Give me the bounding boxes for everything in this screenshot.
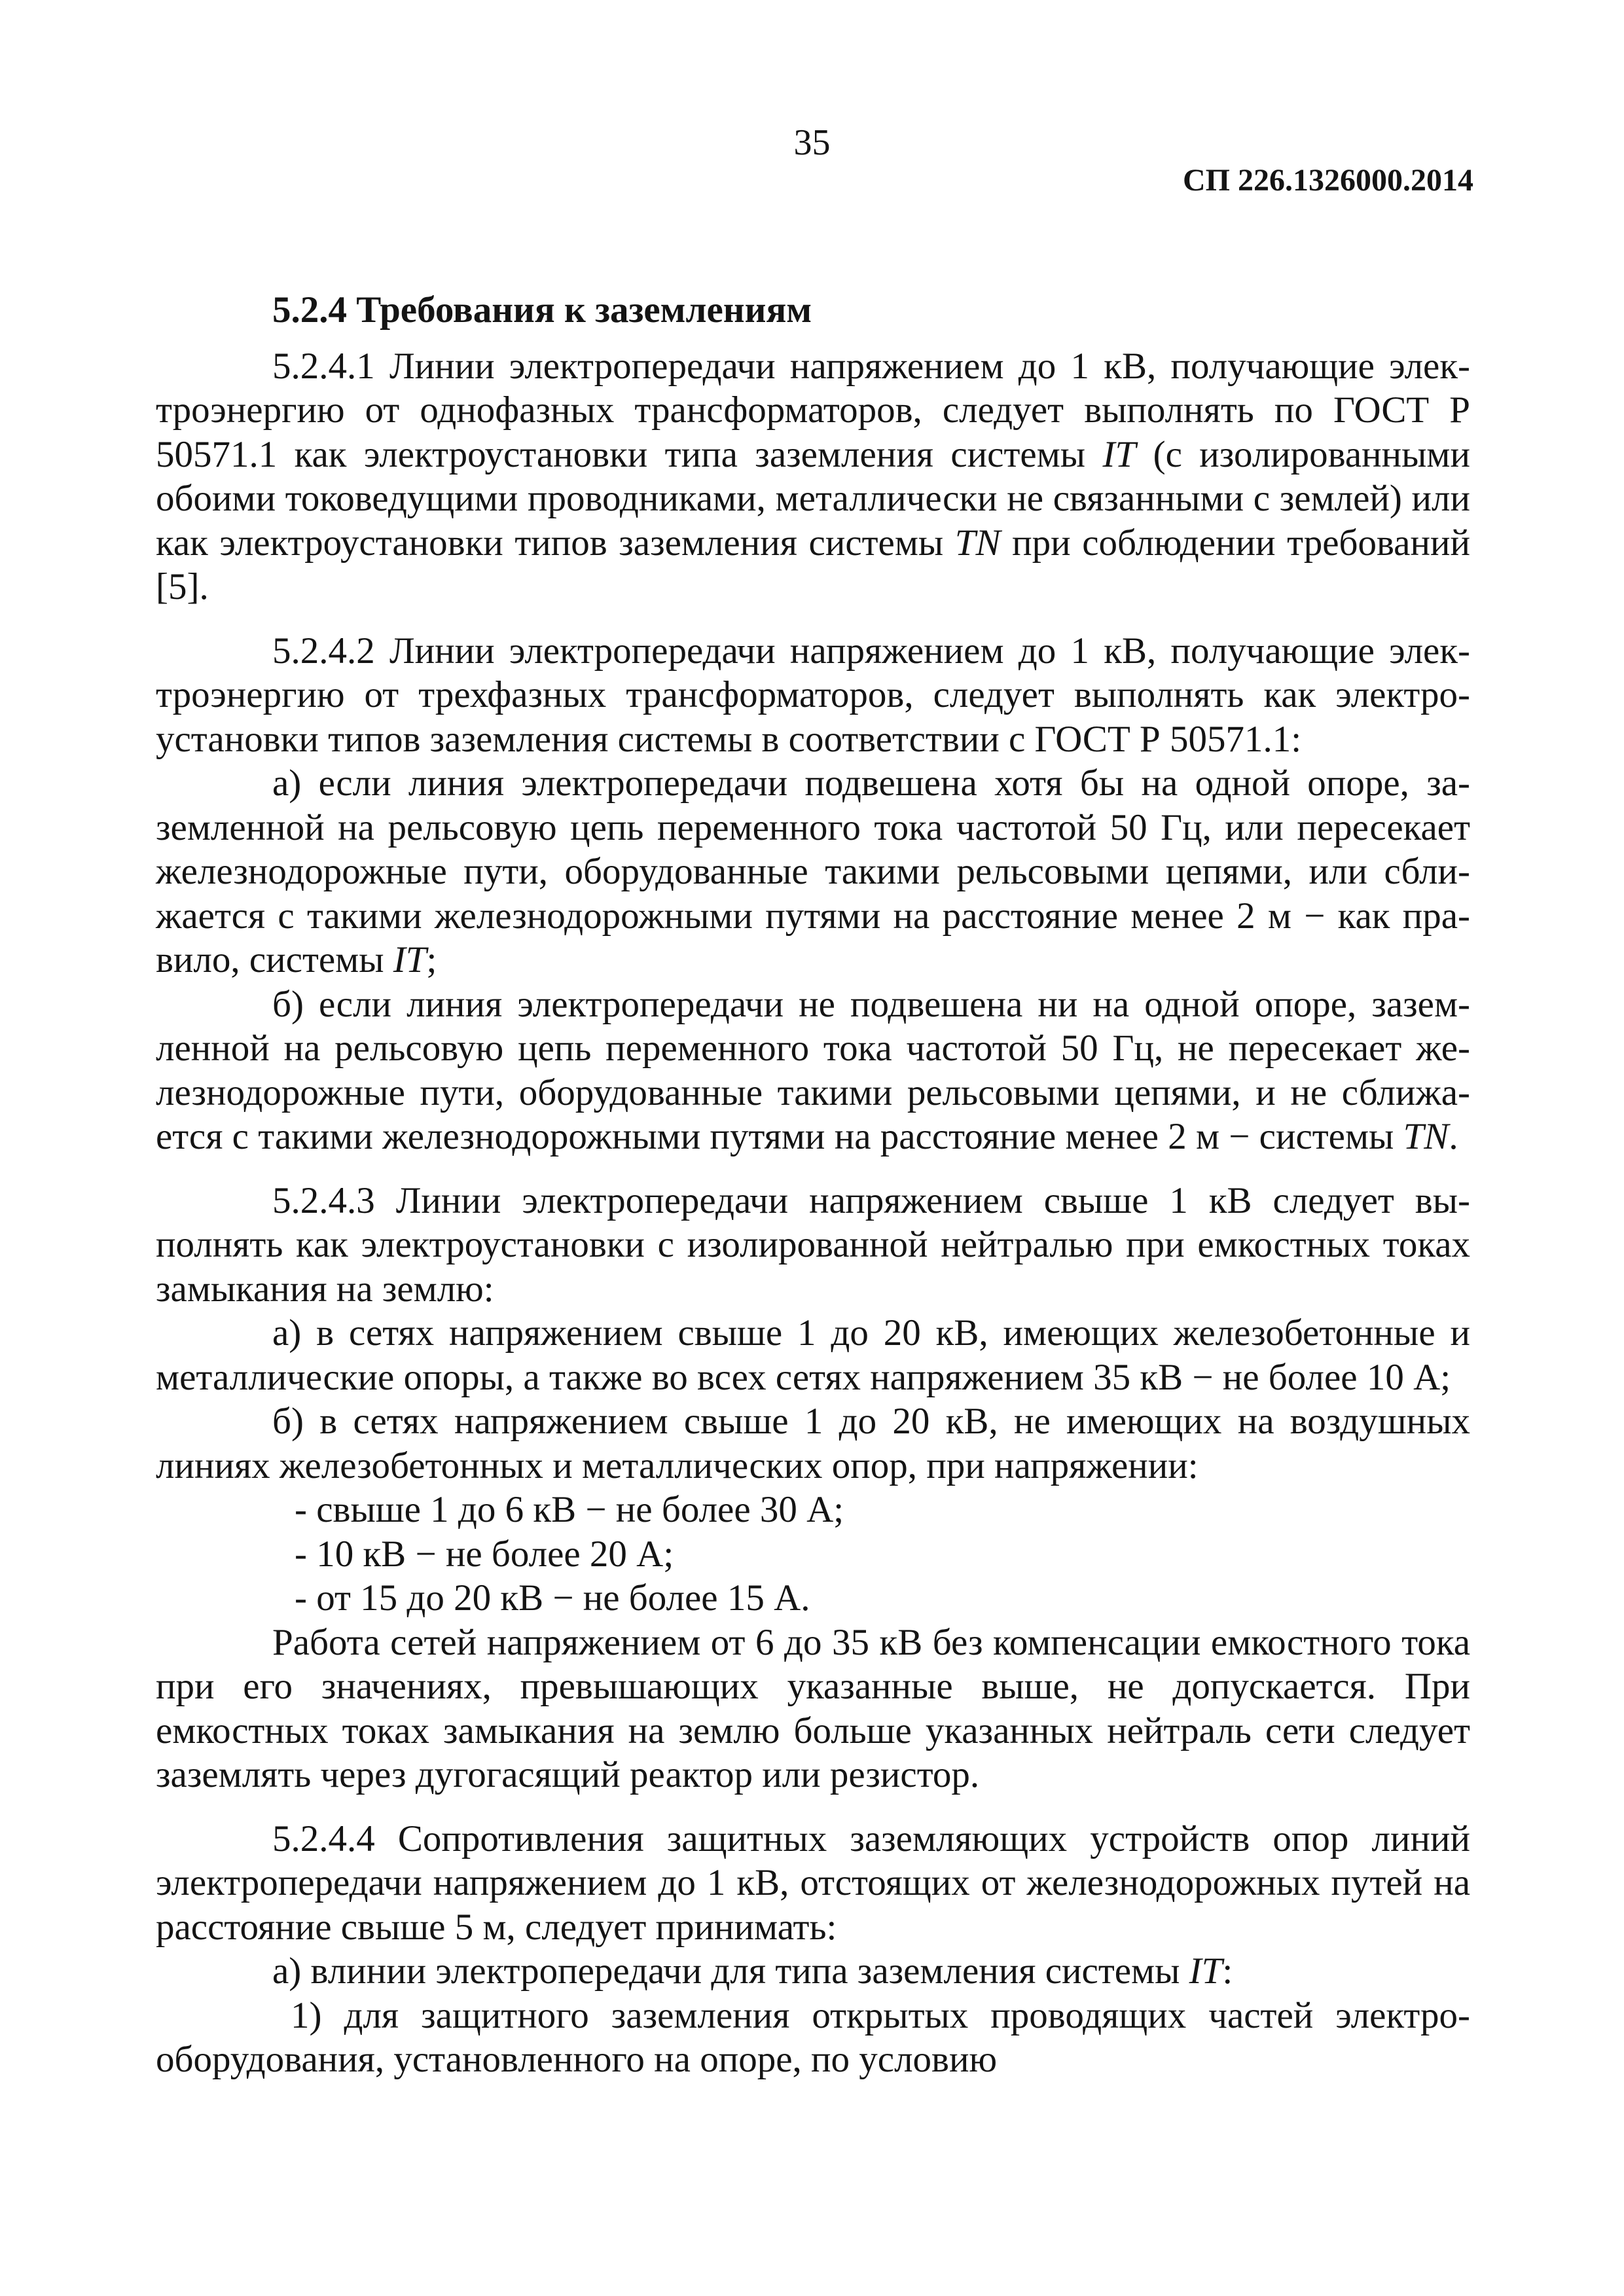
document-code: СП 226.1326000.2014: [1183, 163, 1473, 198]
paragraph-5-2-4-2: 5.2.4.2 Линии электропередачи напряжением до 1 кВ, получающие электроэнергию от трехфазных трансформаторов, следует выполнять как электроустановки типов заземления системы в соответствии с ГОСТ Р 50571.1:: [156, 630, 1470, 760]
list-item-b: б) в сетях напряжением свыше 1 до 20 кВ, не имеющих на воздушных линиях железобетонных и металлических опор, при напряжении:: [156, 1401, 1470, 1486]
section-heading: 5.2.4 Требования к заземлениям: [272, 289, 812, 331]
paragraph-5-2-4-1: 5.2.4.1 Линии электропередачи напряжением до 1 кВ, получающие электроэнергию от однофазных трансформаторов, следует выполнять по ГОСТ Р 50571.1 как электроустановки типа заземления системы IT (с изолированными обоими токоведущими проводниками, металлически не связанными с землей) или как электроустановки типов заземления системы TN при соблюдении требований [5].: [156, 345, 1470, 607]
numbered-item-1: 1) для защитного заземления открытых проводящих частей электрооборудования, установленного на опоре, по условию: [156, 1994, 1470, 2080]
list-item-a: а) в сетях напряжением свыше 1 до 20 кВ, имеющих железобетонные и металлические опоры, а также во всех сетях напряжением 35 кВ − не более 10 А;: [156, 1312, 1470, 1398]
document-body: [156, 288, 1470, 2082]
dash-item: - 10 кВ − не более 20 А;: [295, 1533, 674, 1575]
list-item-a: а) если линия электропередачи подвешена хотя бы на одной опоре, заземленной на рельсовую цепь переменного тока частотой 50 Гц, или пересекает железнодорожные пути, оборудованные такими рельсовыми цепями, или сближается с такими железнодорожными путями на расстояние менее 2 м − как правило, системы IT;: [156, 762, 1470, 980]
paragraph-5-2-4-3: 5.2.4.3 Линии электропередачи напряжением свыше 1 кВ следует выполнять как электроустановки с изолированной нейтралью при емкостных токах замыкания на землю:: [156, 1179, 1470, 1310]
list-item-b: б) если линия электропередачи не подвешена ни на одной опоре, заземленной на рельсовую цепь переменного тока частотой 50 Гц, не пересекает железнодорожные пути, оборудованные такими рельсовыми цепями, и не сближается с такими железнодорожными путями на расстояние менее 2 м − системы TN.: [156, 983, 1470, 1157]
dash-item: - от 15 до 20 кВ − не более 15 А.: [295, 1577, 810, 1619]
list-item-a: а) влинии электропередачи для типа заземления системы IT:: [272, 1950, 1233, 1992]
dash-item: - свыше 1 до 6 кВ − не более 30 А;: [295, 1489, 844, 1530]
page-number: 35: [793, 122, 831, 163]
paragraph-note: Работа сетей напряжением от 6 до 35 кВ без компенсации емкостного тока при его значениях, превышающих указанные выше, не допускается. При емкостных токах замыкания на землю больше указанных нейтраль сети следует заземлять через дугогасящий реактор или резистор.: [156, 1621, 1470, 1795]
paragraph-5-2-4-4: 5.2.4.4 Сопротивления защитных заземляющих устройств опор линий электропередачи напряжением до 1 кВ, отстоящих от железнодорожных путей на расстояние свыше 5 м, следует принимать:: [156, 1818, 1470, 1948]
